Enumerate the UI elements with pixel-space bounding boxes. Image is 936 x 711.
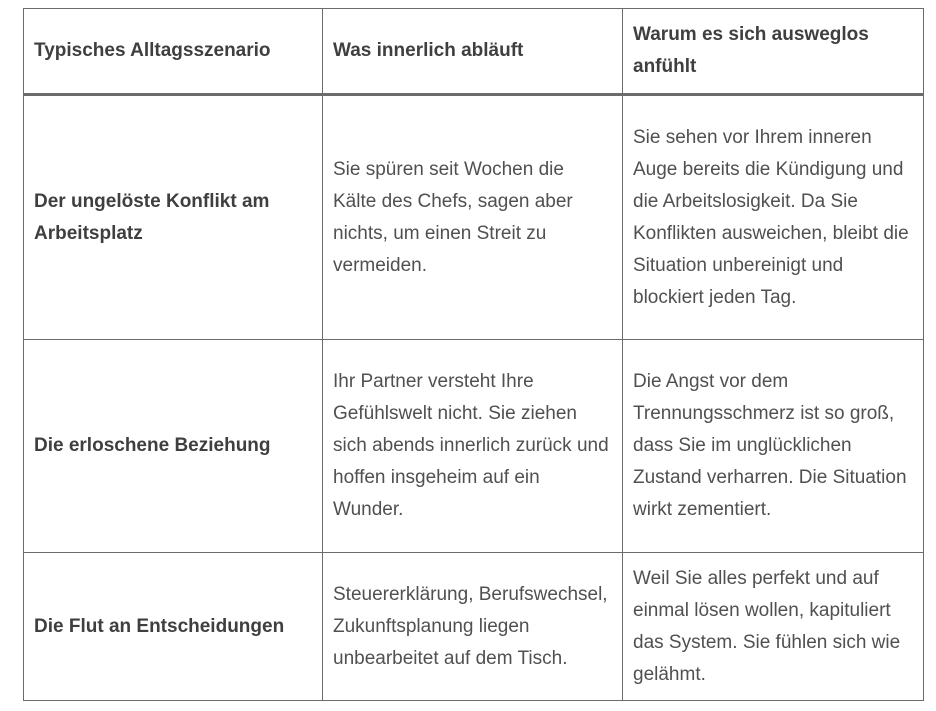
cell-why-hopeless: Die Angst vor dem Trennungsschmerz ist so groß, dass Sie im unglücklichen Zustand verharren. Die Situation wirkt zementiert. (623, 340, 924, 553)
table-row (24, 340, 924, 553)
header-row (24, 9, 924, 95)
cell-scenario: Die erloschene Beziehung (24, 340, 323, 553)
scenario-table (23, 8, 924, 701)
header-scenario: Typisches Alltagsszenario (24, 9, 323, 95)
cell-inner-process: Steuererklärung, Berufswechsel, Zukunftsplanung liegen unbearbeitet auf dem Tisch. (323, 553, 623, 701)
cell-scenario: Der ungelöste Konflikt am Arbeitsplatz (24, 95, 323, 340)
table-body (24, 95, 924, 701)
cell-why-hopeless: Sie sehen vor Ihrem inneren Auge bereits die Kündigung und die Arbeitslosigkeit. Da Sie Konflikten ausweichen, bleibt die Situation unbereinigt und blockiert jeden Tag. (623, 95, 924, 340)
header-why-hopeless: Warum es sich ausweglos anfühlt (623, 9, 924, 95)
table-row (24, 553, 924, 701)
table-header (24, 9, 924, 95)
cell-inner-process: Ihr Partner versteht Ihre Gefühlswelt nicht. Sie ziehen sich abends innerlich zurück und hoffen insgeheim auf ein Wunder. (323, 340, 623, 553)
header-inner-process: Was innerlich abläuft (323, 9, 623, 95)
table-row (24, 95, 924, 340)
cell-inner-process: Sie spüren seit Wochen die Kälte des Chefs, sagen aber nichts, um einen Streit zu vermeiden. (323, 95, 623, 340)
cell-scenario: Die Flut an Entscheidungen (24, 553, 323, 701)
cell-why-hopeless: Weil Sie alles perfekt und auf einmal lösen wollen, kapituliert das System. Sie fühlen sich wie gelähmt. (623, 553, 924, 701)
